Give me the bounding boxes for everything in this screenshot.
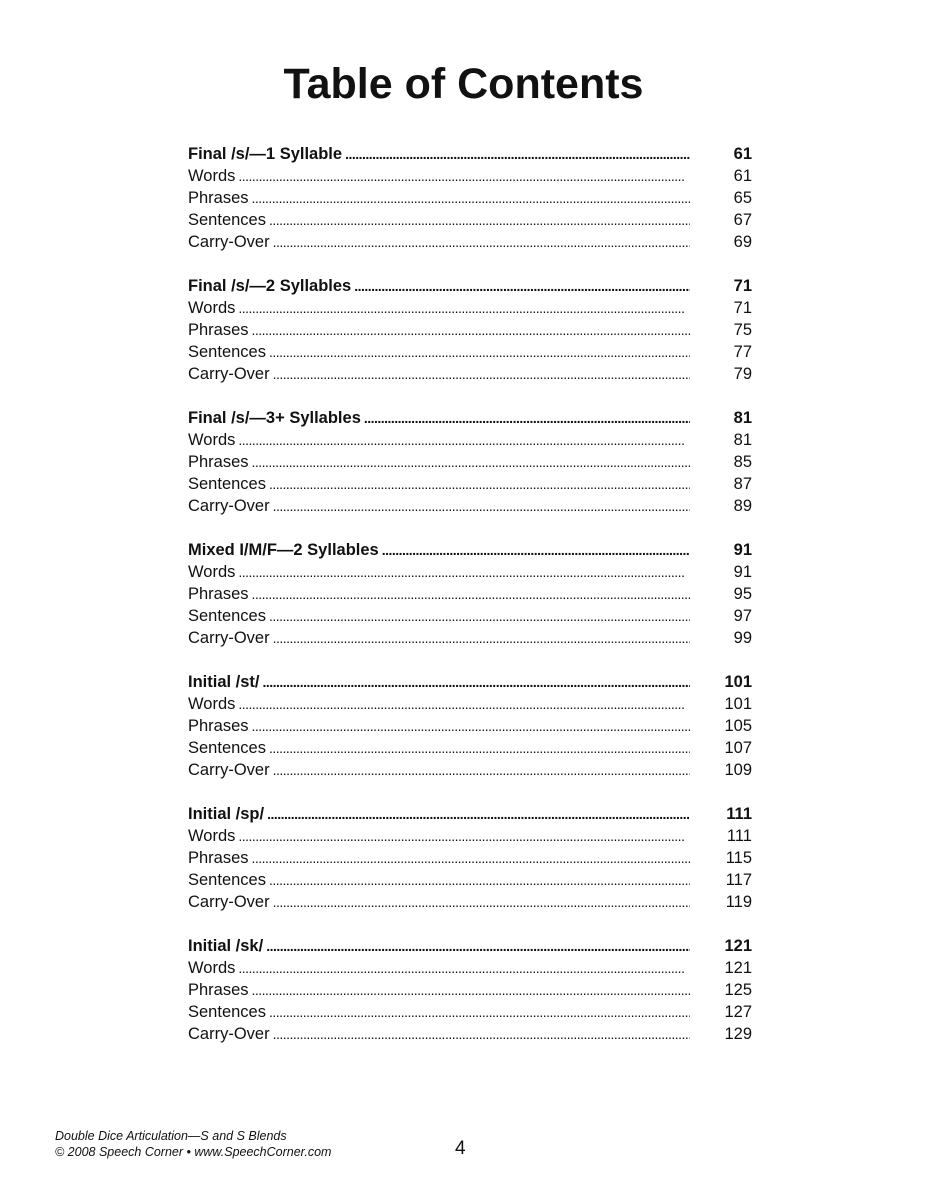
toc-entry-text: Phrases xyxy=(188,189,252,207)
toc-entry-text: Phrases xyxy=(188,321,252,339)
toc-entry-label xyxy=(188,759,690,781)
toc-page-number: 127 xyxy=(724,1003,752,1021)
toc-entry xyxy=(188,561,752,583)
toc-entry-label xyxy=(188,209,690,231)
toc-entry-label xyxy=(188,407,690,429)
toc-entry-text: Words xyxy=(188,959,238,977)
toc-entry xyxy=(188,319,752,341)
toc-entry xyxy=(188,209,752,231)
toc-entry-text: Words xyxy=(188,827,238,845)
toc-page-number: 71 xyxy=(733,277,752,295)
toc-section xyxy=(188,539,752,649)
toc-section-heading xyxy=(188,539,752,561)
toc-page-number: 105 xyxy=(724,717,752,735)
toc-entry-text: Final /s/—3+ Syllables xyxy=(188,409,364,427)
toc-page-number: 77 xyxy=(733,343,752,361)
toc-entry-label xyxy=(188,671,690,693)
toc-entry-text: Carry-Over xyxy=(188,1025,273,1043)
toc-entry xyxy=(188,847,752,869)
toc-entry xyxy=(188,979,752,1001)
toc-page-number: 99 xyxy=(733,629,752,647)
toc-entry xyxy=(188,495,752,517)
toc-entry-text: Sentences xyxy=(188,343,269,361)
toc-entry-text: Phrases xyxy=(188,453,252,471)
toc-entry-label xyxy=(188,429,690,451)
toc-entry-label xyxy=(188,1001,690,1023)
toc-entry-text: Mixed I/M/F—2 Syllables xyxy=(188,541,382,559)
toc-entry-text: Sentences xyxy=(188,871,269,889)
toc-page-number: 89 xyxy=(733,497,752,515)
toc-entry xyxy=(188,429,752,451)
toc-page-number: 81 xyxy=(733,409,752,427)
toc-page-number: 71 xyxy=(733,299,752,317)
toc-entry xyxy=(188,165,752,187)
toc-entry-label xyxy=(188,187,690,209)
toc-entry xyxy=(188,297,752,319)
toc-page-number: 61 xyxy=(733,167,752,185)
toc-page-number: 107 xyxy=(724,739,752,757)
toc-page-number: 121 xyxy=(724,937,752,955)
toc-page-number: 85 xyxy=(733,453,752,471)
toc-entry-text: Final /s/—1 Syllable xyxy=(188,145,345,163)
toc-entry-label xyxy=(188,737,690,759)
toc-entry xyxy=(188,737,752,759)
toc-page-number: 87 xyxy=(733,475,752,493)
toc-entry-label xyxy=(188,803,690,825)
toc-page-number: 79 xyxy=(733,365,752,383)
toc-entry-label xyxy=(188,143,690,165)
toc-entry xyxy=(188,231,752,253)
toc-entry xyxy=(188,363,752,385)
toc-page-number: 115 xyxy=(725,849,752,867)
toc-entry-label xyxy=(188,869,690,891)
toc-entry xyxy=(188,759,752,781)
toc-entry-text: Sentences xyxy=(188,607,269,625)
toc-entry-text: Words xyxy=(188,167,238,185)
toc-entry-label xyxy=(188,825,690,847)
toc-page-number: 69 xyxy=(733,233,752,251)
toc-entry-text: Sentences xyxy=(188,475,269,493)
toc-entry-text: Phrases xyxy=(188,981,252,999)
toc-entry-text: Carry-Over xyxy=(188,629,273,647)
toc-section-heading xyxy=(188,803,752,825)
toc-section-heading xyxy=(188,407,752,429)
toc-entry-text: Words xyxy=(188,431,238,449)
toc-entry-label xyxy=(188,935,690,957)
toc-page-number: 95 xyxy=(733,585,752,603)
toc-entry xyxy=(188,715,752,737)
toc-entry-label xyxy=(188,341,690,363)
toc-entry xyxy=(188,1023,752,1045)
toc-entry-label xyxy=(188,891,690,913)
toc-page-number: 117 xyxy=(725,871,752,889)
toc-entry-label xyxy=(188,605,690,627)
toc-entry xyxy=(188,627,752,649)
toc-entry-text: Phrases xyxy=(188,849,252,867)
toc-entry-label xyxy=(188,319,690,341)
toc-entry-label xyxy=(188,1023,690,1045)
toc-entry-label xyxy=(188,979,690,1001)
toc-section xyxy=(188,275,752,385)
toc-entry-text: Carry-Over xyxy=(188,233,273,251)
toc-page-number: 119 xyxy=(725,893,752,911)
toc-section-heading xyxy=(188,275,752,297)
toc-section xyxy=(188,803,752,913)
toc-entry-label xyxy=(188,715,690,737)
toc-page-number: 101 xyxy=(724,695,752,713)
toc-page-number: 61 xyxy=(733,145,752,163)
toc-entry xyxy=(188,473,752,495)
toc-entry-label xyxy=(188,561,690,583)
toc-entry xyxy=(188,957,752,979)
toc-entry-label xyxy=(188,627,690,649)
toc-entry xyxy=(188,187,752,209)
toc-entry-label xyxy=(188,231,690,253)
toc-page-number: 129 xyxy=(724,1025,752,1043)
toc-section-heading xyxy=(188,143,752,165)
toc-entry xyxy=(188,869,752,891)
toc-section xyxy=(188,407,752,517)
toc-entry-text: Words xyxy=(188,299,238,317)
toc-entry-label xyxy=(188,451,690,473)
toc-entry-text: Words xyxy=(188,695,238,713)
footer-book-title: Double Dice Articulation—S and S Blends xyxy=(55,1129,287,1143)
toc-entry-label xyxy=(188,539,690,561)
toc-entry-label xyxy=(188,495,690,517)
toc-entry xyxy=(188,1001,752,1023)
toc-entry-text: Carry-Over xyxy=(188,761,273,779)
toc-page-number: 97 xyxy=(733,607,752,625)
toc-entry-label xyxy=(188,957,690,979)
page-number: 4 xyxy=(455,1138,466,1159)
toc-entry-label xyxy=(188,847,690,869)
table-of-contents xyxy=(188,143,752,1067)
toc-page-number: 75 xyxy=(733,321,752,339)
toc-entry-text: Initial /sp/ xyxy=(188,805,267,823)
toc-entry xyxy=(188,891,752,913)
toc-entry-text: Final /s/—2 Syllables xyxy=(188,277,354,295)
toc-entry-text: Carry-Over xyxy=(188,893,273,911)
toc-entry-label xyxy=(188,165,690,187)
footer-credits xyxy=(55,1128,331,1160)
toc-page-number: 101 xyxy=(724,673,752,691)
toc-page-number: 111 xyxy=(726,805,752,823)
toc-entry-text: Carry-Over xyxy=(188,365,273,383)
toc-entry-label xyxy=(188,473,690,495)
toc-entry-text: Sentences xyxy=(188,739,269,757)
toc-entry-label xyxy=(188,297,690,319)
toc-page-number: 81 xyxy=(733,431,752,449)
footer-copyright: © 2008 Speech Corner • www.SpeechCorner.com xyxy=(55,1145,332,1159)
toc-entry-text: Carry-Over xyxy=(188,497,273,515)
toc-entry-text: Sentences xyxy=(188,1003,269,1021)
toc-page-number: 125 xyxy=(724,981,752,999)
toc-entry xyxy=(188,605,752,627)
toc-entry xyxy=(188,825,752,847)
toc-entry-text: Sentences xyxy=(188,211,269,229)
toc-page-number: 67 xyxy=(733,211,752,229)
toc-section xyxy=(188,671,752,781)
page-title: Table of Contents xyxy=(283,60,644,108)
toc-page-number: 111 xyxy=(726,827,752,845)
toc-entry-text: Phrases xyxy=(188,585,252,603)
toc-entry-label xyxy=(188,275,690,297)
toc-entry-label xyxy=(188,583,690,605)
toc-entry-text: Words xyxy=(188,563,238,581)
toc-entry xyxy=(188,583,752,605)
toc-entry-text: Phrases xyxy=(188,717,252,735)
toc-page-number: 91 xyxy=(733,541,752,559)
toc-section-heading xyxy=(188,935,752,957)
toc-page-number: 121 xyxy=(724,959,752,977)
toc-entry-label xyxy=(188,363,690,385)
toc-entry-text: Initial /sk/ xyxy=(188,937,266,955)
toc-section xyxy=(188,935,752,1045)
toc-section xyxy=(188,143,752,253)
toc-page-number: 65 xyxy=(733,189,752,207)
toc-page-number: 109 xyxy=(724,761,752,779)
toc-entry-label xyxy=(188,693,690,715)
toc-section-heading xyxy=(188,671,752,693)
toc-entry xyxy=(188,341,752,363)
toc-entry xyxy=(188,451,752,473)
toc-entry xyxy=(188,693,752,715)
toc-page-number: 91 xyxy=(733,563,752,581)
toc-entry-text: Initial /st/ xyxy=(188,673,263,691)
